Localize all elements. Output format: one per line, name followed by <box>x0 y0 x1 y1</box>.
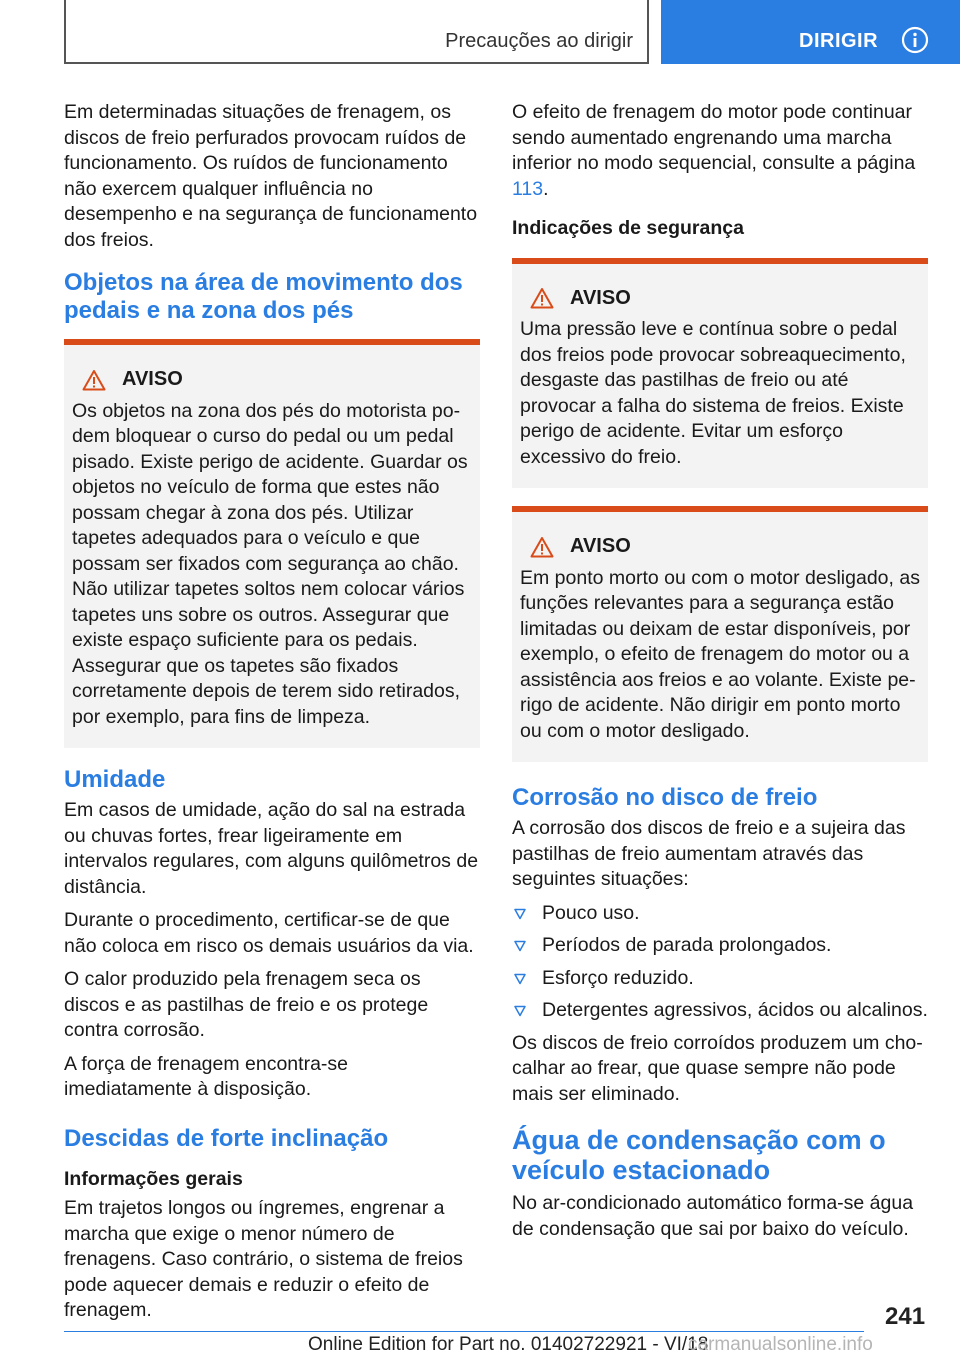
left-column <box>64 100 480 1332</box>
watermark: carmanualsonline.info <box>688 1334 873 1355</box>
heading-descidas: Descidas de forte inclinação <box>64 1124 389 1152</box>
umidade-paragraph-3: O calor produzido pela frenagem seca os discos e as pastilhas de freio e os protege contra corrosão. <box>64 968 429 1041</box>
warning-triangle-icon <box>530 536 554 558</box>
list-item: Detergentes agressivos, ácidos ou alcalinos. <box>512 998 928 1024</box>
footer-edition: Online Edition for Part no. 01402722921 - VI/18 <box>308 1334 709 1355</box>
warning-title-row <box>530 286 920 312</box>
warning-label: AVISO <box>570 286 631 309</box>
triangle-bullet-icon <box>514 940 526 952</box>
page-link-113[interactable]: 113 <box>512 177 544 200</box>
warning-title-row <box>530 534 920 560</box>
warning-text: Uma pressão leve e contínua sobre o pedal dos freios pode provocar sobreaquecimento, desgaste das pastilhas de freio ou até provocar a falha do sistema de freios. Existe perigo de acidente. Evitar um esforço excessivo do freio. <box>520 318 906 468</box>
chapter-title: DIRIGIR <box>799 30 879 52</box>
umidade-paragraph-1: Em casos de umidade, ação do sal na estrada ou chuvas fortes, frear ligeiramente em intervalos regulares, com alguns quilômetros de distância. <box>64 799 479 898</box>
list-item: Períodos de parada prolongados. <box>512 933 928 959</box>
page-number: 241 <box>885 1303 926 1330</box>
heading-agua: Água de condensação com o veículo estacionado <box>512 1125 886 1185</box>
header-section-tab <box>64 0 649 64</box>
heading-objetos: Objetos na área de movimento dos pedais e na zona dos pés <box>64 269 463 324</box>
corrosao-paragraph-2: Os discos de freio corroídos produzem um chocalhar ao frear, que quase sempre não pode mais ser eliminado. <box>512 1031 923 1105</box>
heading-corrosao: Corrosão no disco de freio <box>512 784 818 811</box>
warning-triangle-icon <box>82 369 106 391</box>
footer-divider <box>64 1331 864 1332</box>
warning-box-pressao <box>512 258 928 489</box>
heading-informacoes-gerais: Informações gerais <box>64 1167 243 1190</box>
warning-label: AVISO <box>570 535 631 557</box>
warning-text: Os objetos na zona dos pés do motorista podem bloquear o curso do pedal ou um pedal pisado. Existe perigo de acidente. Guardar os objetos no veículo de forma que estes não possam chegar à zona dos pés. Utilizar tapetes adequados para o veículo e que possam ser fixados com segurança ao chão. Não utilizar tapetes soltos nem colocar vários tapetes uns sobre os outros. Assegurar que existe espaço suficiente para os pedais. Assegurar que os tapetes são fixados corretamente depois de terem sido retirados, por exemplo, para fins de limpeza. <box>72 399 468 728</box>
list-item: Pouco uso. <box>512 901 928 927</box>
section-title: Precauções ao dirigir <box>445 30 633 52</box>
warning-triangle-icon <box>530 287 554 309</box>
warning-title-row <box>82 367 472 393</box>
warning-label: AVISO <box>122 368 183 390</box>
right-column <box>512 100 928 1250</box>
umidade-paragraph-2: Durante o procedimento, certificar-se de que não coloca em risco os demais usuários da via. <box>64 909 474 957</box>
warning-box-objetos <box>64 339 480 748</box>
umidade-paragraph-4: A força de frenagem encontra-se imediatamente à disposição. <box>64 1052 348 1100</box>
info-icon[interactable] <box>901 26 929 54</box>
corrosao-list <box>512 901 928 1024</box>
agua-paragraph: No ar-condicionado automático forma-se água de condensação que sai por baixo do veículo. <box>512 1192 914 1240</box>
right-intro-paragraph: O efeito de frenagem do motor pode continuar sendo aumentado engrenando uma marcha inferior no modo sequencial, consulte a página 113. <box>512 101 916 200</box>
heading-umidade: Umidade <box>64 766 166 793</box>
corrosao-paragraph-1: A corrosão dos discos de freio e a sujeira das pastilhas de freio aumentam através das seguintes situações: <box>512 817 906 890</box>
descidas-paragraph: Em trajetos longos ou íngremes, engrenar a marcha que exige o menor número de frenagens. Caso contrário, o sistema de freios pode aquecer demais e reduzir o efeito de frenagem. <box>64 1197 463 1321</box>
warning-box-ponto-morto <box>512 506 928 762</box>
list-item: Esforço reduzido. <box>512 966 928 992</box>
triangle-bullet-icon <box>514 908 526 920</box>
warning-text: Em ponto morto ou com o motor desligado, as funções relevantes para a segurança estão limitadas ou deixam de estar disponíveis, por exemplo, o efeito de frenagem do motor ou a assistência aos freios e ao volante. Existe perigo de acidente. Não dirigir em ponto morto ou com o motor desligado. <box>520 566 920 742</box>
intro-paragraph: Em determinadas situações de frenagem, os discos de freio perfurados provocam ruídos de funcionamento. Os ruídos de funcionamento não exercem qualquer influência no desempenho e na segurança de funcionamento dos freios. <box>64 101 478 251</box>
triangle-bullet-icon <box>514 1005 526 1017</box>
triangle-bullet-icon <box>514 973 526 985</box>
heading-indicacoes: Indicações de segurança <box>512 217 744 239</box>
header-chapter-tab[interactable] <box>661 0 960 64</box>
